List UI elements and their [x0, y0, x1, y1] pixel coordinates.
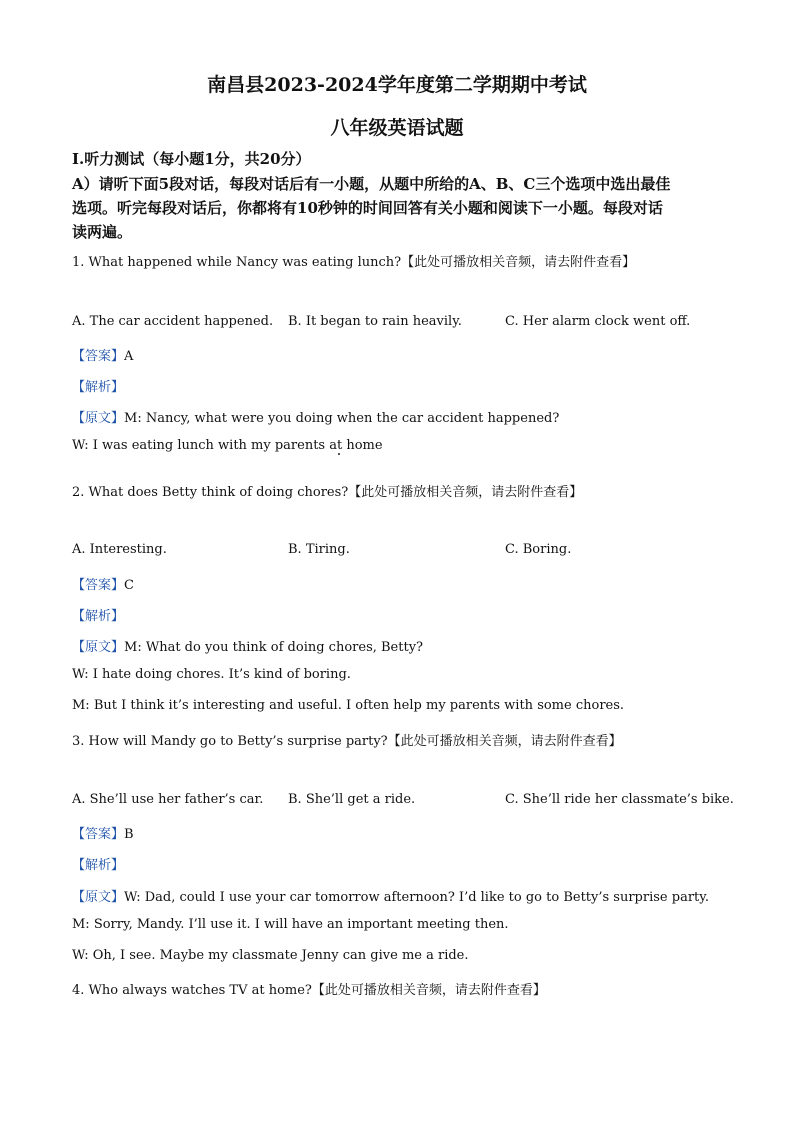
question-3-option-b: B. She’ll get a ride.	[288, 792, 416, 807]
original-label: 【原文】	[72, 411, 125, 426]
exam-subtitle: 八年级英语试题	[330, 117, 464, 139]
question-3-transcript-3: W: Oh, I see. Maybe my classmate Jenny can give me a ride.	[72, 948, 469, 963]
question-2-option-b: B. Tiring.	[288, 542, 350, 557]
original-label: 【原文】	[72, 890, 125, 905]
answer-label: 【答案】	[72, 578, 125, 593]
transcript-text: W: Dad, could I use your car tomorrow afternoon? I’d like to go to Betty’s surprise party.	[124, 890, 710, 905]
instruction-line-1: A）请听下面5段对话，每段对话后有一小题，从题中所给的A、B、C三个选项中选出最佳	[72, 175, 671, 193]
question-1-analysis-label: 【解析】	[72, 380, 125, 395]
question-2-answer	[72, 574, 134, 593]
original-label: 【原文】	[72, 640, 125, 655]
question-3-transcript-2: M: Sorry, Mandy. I’ll use it. I will have an important meeting then.	[72, 917, 509, 932]
question-1-option-c: C. Her alarm clock went off.	[505, 314, 691, 329]
question-1-answer	[72, 345, 133, 364]
question-2-transcript-3: M: But I think it’s interesting and useful. I often help my parents with some chores.	[72, 698, 625, 713]
question-1-stem: 1. What happened while Nancy was eating lunch?【此处可播放相关音频，请去附件查看】	[72, 255, 636, 270]
question-2-transcript-2: W: I hate doing chores. It’s kind of boring.	[72, 667, 351, 682]
transcript-text: M: Nancy, what were you doing when the car accident happened?	[124, 411, 560, 426]
question-3-transcript-1	[72, 886, 709, 905]
question-1-transcript-1	[72, 407, 559, 426]
exam-title: 南昌县2023-2024学年度第二学期期中考试	[207, 74, 587, 96]
question-2-transcript-1	[72, 636, 423, 655]
stray-period-mark	[338, 453, 340, 455]
question-1-option-b: B. It began to rain heavily.	[288, 314, 462, 329]
question-3-option-c: C. She’ll ride her classmate’s bike.	[505, 792, 734, 807]
instruction-line-3: 读两遍。	[72, 223, 133, 241]
question-3-analysis-label: 【解析】	[72, 858, 125, 873]
question-2-option-a: A. Interesting.	[72, 542, 167, 557]
question-3-answer	[72, 823, 134, 842]
answer-label: 【答案】	[72, 827, 125, 842]
question-2-analysis-label: 【解析】	[72, 609, 125, 624]
instruction-line-2: 选项。听完每段对话后，你都将有10秒钟的时间回答有关小题和阅读下一小题。每段对话	[72, 199, 663, 217]
question-1-option-a: A. The car accident happened.	[72, 314, 274, 329]
question-3-stem: 3. How will Mandy go to Betty’s surprise party?【此处可播放相关音频，请去附件查看】	[72, 734, 622, 749]
question-1-transcript-2: W: I was eating lunch with my parents at home	[72, 438, 383, 453]
question-2-option-c: C. Boring.	[505, 542, 572, 557]
section-heading: Ⅰ.听力测试（每小题1分，共20分）	[72, 150, 311, 168]
question-2-stem: 2. What does Betty think of doing chores?【此处可播放相关音频，请去附件查看】	[72, 485, 583, 500]
answer-value: C	[124, 578, 134, 593]
question-4-stem: 4. Who always watches TV at home?【此处可播放相关音频，请去附件查看】	[72, 983, 546, 998]
question-3-option-a: A. She’ll use her father’s car.	[72, 792, 264, 807]
answer-value: B	[124, 827, 134, 842]
transcript-text: M: What do you think of doing chores, Betty?	[124, 640, 424, 655]
answer-value: A	[124, 349, 134, 364]
answer-label: 【答案】	[72, 349, 125, 364]
